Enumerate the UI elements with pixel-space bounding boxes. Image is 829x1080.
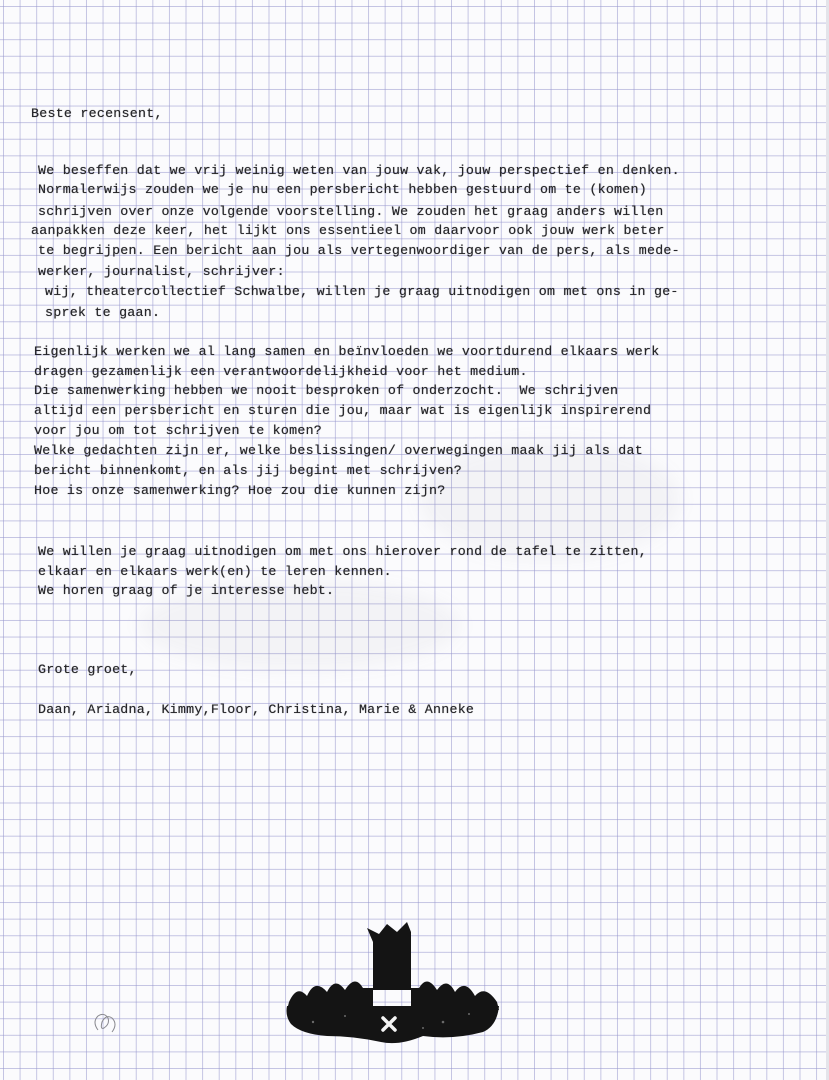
text-line: Normalerwijs zouden we je nu een persbericht hebben gestuurd om te (komen) xyxy=(38,182,647,197)
text-line: sprek te gaan. xyxy=(45,305,161,320)
salutation: Beste recensent, xyxy=(31,106,163,121)
text-line: We horen graag of je interesse hebt. xyxy=(38,583,335,598)
signatures: Daan, Ariadna, Kimmy,Floor, Christina, Marie & Anneke xyxy=(38,702,475,717)
swallow-tail-stamp-icon xyxy=(283,918,503,1056)
text-line: We willen je graag uitnodigen om met ons hierover rond de tafel te zitten, xyxy=(38,544,647,559)
text-line: schrijven over onze volgende voorstelling. We zouden het graag anders willen xyxy=(38,204,664,219)
text-line: aanpakken deze keer, het lijkt ons essentieel om daarvoor ook jouw werk beter xyxy=(31,223,665,238)
closing: Grote groet, xyxy=(38,662,137,677)
text-line: bericht binnenkomt, en als jij begint met schrijven? xyxy=(34,463,462,478)
text-line: wij, theatercollectief Schwalbe, willen je graag uitnodigen om met ons in ge- xyxy=(45,284,679,299)
text-line: voor jou om tot schrijven te komen? xyxy=(34,423,323,438)
text-line: werker, journalist, schrijver: xyxy=(38,264,285,279)
text-line: altijd een persbericht en sturen die jou, maar wat is eigenlijk inspirerend xyxy=(34,403,652,418)
text-line: te begrijpen. Een bericht aan jou als vertegenwoordiger van de pers, als mede- xyxy=(38,243,680,258)
text-line: Die samenwerking hebben we nooit besproken of onderzocht. We schrijven xyxy=(34,383,619,398)
text-line: dragen gezamenlijk een verantwoordelijkheid voor het medium. xyxy=(34,364,528,379)
text-line: We beseffen dat we vrij weinig weten van jouw vak, jouw perspectief en denken. xyxy=(38,163,680,178)
pen-scribble-icon xyxy=(88,1008,122,1038)
text-line: Welke gedachten zijn er, welke beslissingen/ overwegingen maak jij als dat xyxy=(34,443,643,458)
text-line: Eigenlijk werken we al lang samen en beïnvloeden we voortdurend elkaars werk xyxy=(34,344,660,359)
text-line: elkaar en elkaars werk(en) te leren kennen. xyxy=(38,564,392,579)
text-line: Hoe is onze samenwerking? Hoe zou die kunnen zijn? xyxy=(34,483,446,498)
